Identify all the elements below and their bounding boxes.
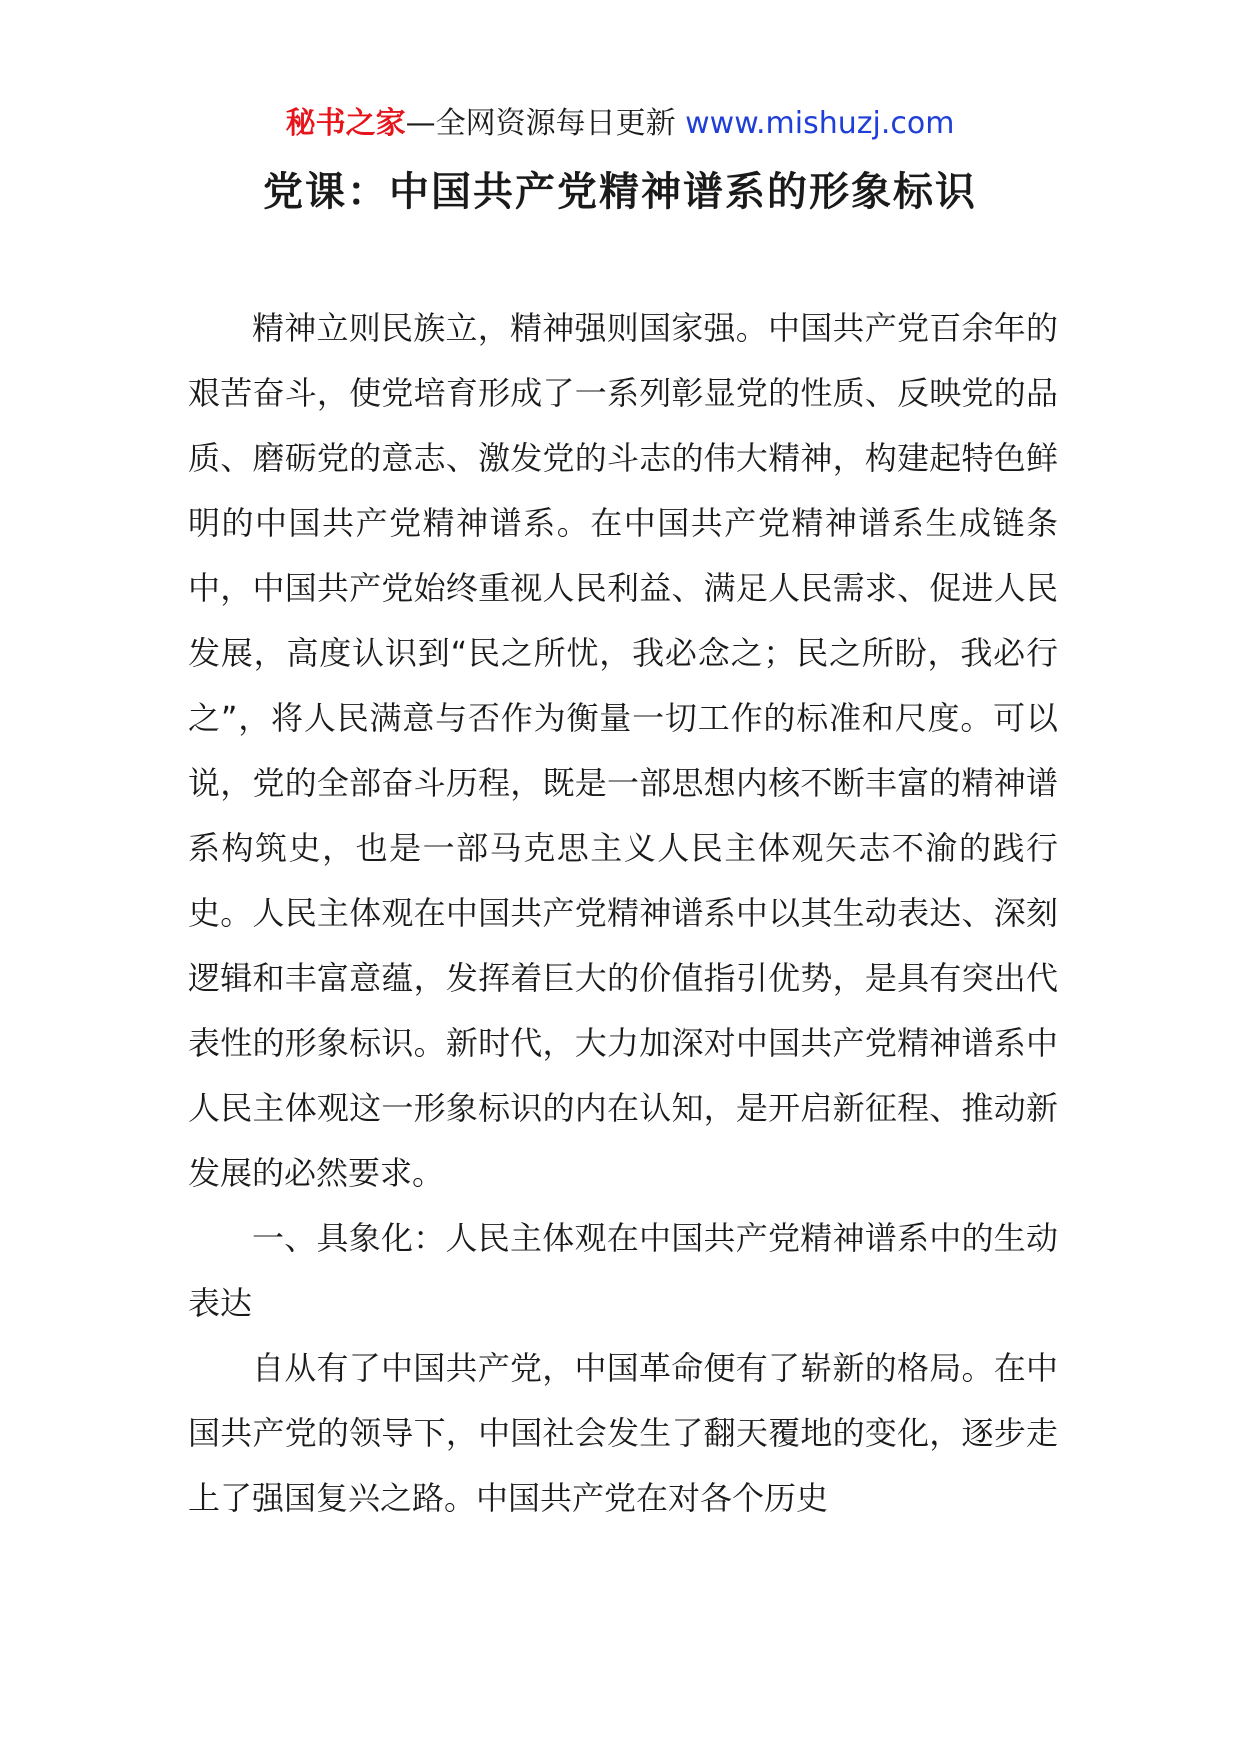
document-body	[188, 296, 1058, 1531]
header-tagline: —全网资源每日更新	[405, 106, 686, 141]
site-header	[0, 104, 1240, 144]
site-url-link[interactable]: www.mishuzj.com	[685, 106, 955, 141]
section-heading: 一、具象化：人民主体观在中国共产党精神谱系中的生动表达	[188, 1219, 1058, 1322]
brand-name: 秘书之家	[285, 106, 406, 141]
document-title: 党课：中国共产党精神谱系的形象标识	[263, 169, 977, 215]
intro-paragraph: 精神立则民族立，精神强则国家强。中国共产党百余年的艰苦奋斗，使党培育形成了一系列彰显党的性质、反映党的品质、磨砺党的意志、激发党的斗志的伟大精神，构建起特色鲜明的中国共产党精神谱系。在中国共产党精神谱系生成链条中，中国共产党始终重视人民利益、满足人民需求、促进人民发展，高度认识到“民之所忧，我必念之；民之所盼，我必行之”，将人民满意与否作为衡量一切工作的标准和尺度。可以说，党的全部奋斗历程，既是一部思想内核不断丰富的精神谱系构筑史，也是一部马克思主义人民主体观矢志不渝的践行史。人民主体观在中国共产党精神谱系中以其生动表达、深刻逻辑和丰富意蕴，发挥着巨大的价值指引优势，是具有突出代表性的形象标识。新时代，大力加深对中国共产党精神谱系中人民主体观这一形象标识的内在认知，是开启新征程、推动新发展的必然要求。	[188, 309, 1058, 1192]
section-paragraph: 自从有了中国共产党，中国革命便有了崭新的格局。在中国共产党的领导下，中国社会发生了翻天覆地的变化，逐步走上了强国复兴之路。中国共产党在对各个历史	[188, 1349, 1058, 1517]
